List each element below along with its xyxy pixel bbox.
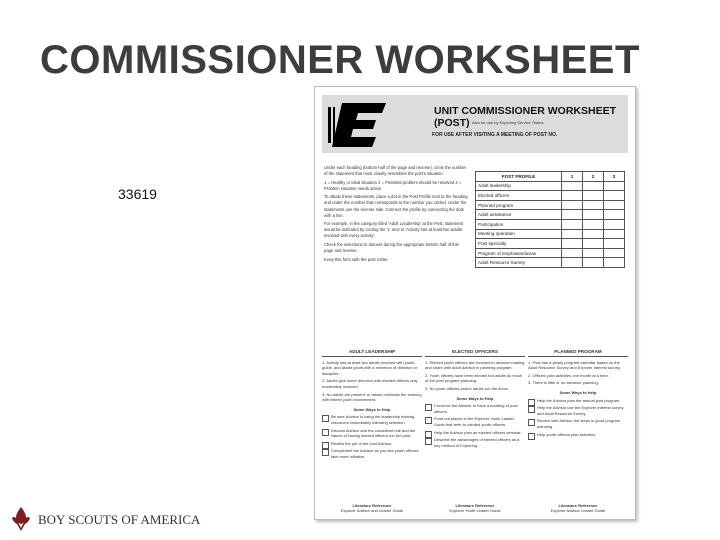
- reference-label: Literature Reference: [352, 502, 392, 508]
- bsa-emblem-icon: [10, 506, 32, 532]
- profile-cell[interactable]: [583, 229, 604, 239]
- reference-label: Literature Reference: [455, 502, 495, 508]
- profile-row: [476, 181, 625, 191]
- profile-row: [476, 200, 625, 210]
- statement: 3. There is little or no advance planning.: [528, 380, 599, 386]
- help-item: [322, 441, 422, 447]
- profile-cell[interactable]: [562, 239, 583, 249]
- profile-row-label: Post specialty: [476, 239, 562, 249]
- profile-cell[interactable]: [562, 248, 583, 258]
- worksheet-columns: [322, 349, 628, 514]
- profile-cell[interactable]: [604, 219, 625, 229]
- help-item: [425, 403, 525, 414]
- intro-text: [324, 165, 469, 265]
- reference-label: Literature Reference: [558, 502, 598, 508]
- intro-paragraph: Under each heading (bottom half of the page and reverse), circle the number of the statement that most closely resembles the post's situation.: [324, 165, 467, 177]
- help-item-text: Describe the advantages of elected officers as a key method of Exploring.: [434, 437, 520, 448]
- profile-cell[interactable]: [562, 258, 583, 268]
- statement: 1. Elected youth officers are involved in decision making and share with adult Advisor in planning program.: [425, 359, 525, 371]
- profile-row: [476, 191, 625, 201]
- worksheet-header: [322, 95, 628, 153]
- profile-row-label: Adult leadership: [476, 181, 562, 191]
- profile-row-label: Meeting operation: [476, 229, 562, 239]
- intro-paragraph: Check the selections to discuss during the appropriate bottom half of this page and reverse.: [324, 242, 459, 254]
- profile-cell[interactable]: [583, 200, 604, 210]
- profile-row-label: Participation: [476, 219, 562, 229]
- help-item: [528, 398, 628, 404]
- profile-row-label: Planned program: [476, 200, 562, 210]
- checkbox[interactable]: [425, 438, 432, 445]
- profile-cell[interactable]: [562, 200, 583, 210]
- profile-cell[interactable]: [562, 219, 583, 229]
- checkbox[interactable]: [322, 449, 329, 456]
- literature-reference: [322, 503, 422, 514]
- literature-reference: [425, 503, 525, 514]
- literature-reference: [528, 503, 628, 514]
- profile-cell[interactable]: [562, 181, 583, 191]
- profile-row: [476, 229, 625, 239]
- profile-row-label: Program of emphases/areas: [476, 248, 562, 258]
- profile-cell[interactable]: [604, 181, 625, 191]
- help-heading: Some Ways to Help: [559, 389, 597, 395]
- help-item-text: Review the job of the post Advisor.: [331, 440, 393, 446]
- help-item-text: Help the Advisor plan the annual post program.: [537, 397, 621, 403]
- profile-cell[interactable]: [562, 191, 583, 201]
- help-item-text: Be sure Advisor is using the leadership training resources immediately following selection.: [331, 414, 415, 425]
- worksheet-image: [314, 86, 636, 520]
- profile-cell[interactable]: [604, 191, 625, 201]
- profile-row: [476, 210, 625, 220]
- profile-column-header: 3: [604, 172, 625, 182]
- profile-cell[interactable]: [604, 258, 625, 268]
- help-item-text: Review with Advisor the steps in good program planning.: [537, 418, 621, 429]
- category-column: [528, 349, 628, 514]
- footer-brand: BOY SCOUTS OF AMERICA: [38, 512, 201, 527]
- profile-column-header: 2: [583, 172, 604, 182]
- help-item: [322, 448, 422, 459]
- category-column: [425, 349, 525, 514]
- help-item: [322, 428, 422, 439]
- profile-cell[interactable]: [562, 229, 583, 239]
- checkbox[interactable]: [322, 415, 329, 422]
- profile-cell[interactable]: [604, 239, 625, 249]
- explorer-e-logo-icon: [328, 101, 388, 149]
- help-item: [425, 430, 525, 436]
- id-number: 33619: [118, 186, 157, 202]
- profile-cell[interactable]: [604, 229, 625, 239]
- slide-title: COMMISSIONER WORKSHEET: [40, 38, 640, 82]
- statement: 3. No youth officers and/or adults run the show.: [425, 385, 509, 391]
- reference-value: Explorer Advisor and Leader Guide: [340, 508, 404, 514]
- statement: 2. Adults give some direction with elected officers only moderately involved.: [322, 378, 418, 389]
- profile-column-header: 1: [562, 172, 583, 182]
- profile-cell[interactable]: [583, 181, 604, 191]
- post-profile-table: [475, 171, 625, 268]
- statement: 1. Activity has at least two adults involved with youth, guide, and assist youth with a minimum of direction or discipline.: [322, 359, 418, 376]
- category-heading: PLANNED PROGRAM: [528, 349, 628, 357]
- intro-paragraph: 1 = Healthy or ideal situation 2 = Potential problem should be resolved 3 = Problem situation needs action: [324, 179, 462, 191]
- checkbox[interactable]: [322, 429, 329, 436]
- category-column: [322, 349, 422, 514]
- profile-cell[interactable]: [583, 248, 604, 258]
- intro-paragraph: For example, in the category titled 'Adult Leadership' at the Post, statement would be indicated by circling the '1' next to 'Activity has at least two adults involved with every activity'.: [324, 221, 464, 239]
- checkbox[interactable]: [425, 417, 432, 424]
- checkbox[interactable]: [425, 404, 432, 411]
- help-item-text: Point out places in the Explorer Youth Leader Guide that refer to elected youth officers.: [434, 416, 515, 427]
- help-item: [528, 418, 628, 429]
- worksheet-title: UNIT COMMISSIONER WORKSHEET (POST): [434, 105, 617, 129]
- profile-row: [476, 248, 625, 258]
- worksheet-for-line: FOR USE AFTER VISITING A MEETING OF POST NO.: [432, 132, 558, 138]
- checkbox[interactable]: [528, 406, 535, 413]
- intro-paragraph: To obtain these statements, place a dot in the Post Profile next to the heading and under the number that corresponds to the number you circled. Under the statements use the reverse side. Connect the profile by connecting the dots with a line.: [324, 194, 468, 218]
- help-item: [425, 416, 525, 427]
- profile-cell[interactable]: [583, 239, 604, 249]
- category-heading: ADULT LEADERSHIP: [322, 349, 422, 357]
- statement: 2. Officers plan activities one month at a time.: [528, 372, 609, 378]
- profile-cell[interactable]: [583, 191, 604, 201]
- help-item-text: Compliment the Advisor as you see youth officers take more initiative.: [331, 448, 419, 459]
- help-item: [528, 405, 628, 416]
- profile-cell[interactable]: [604, 210, 625, 220]
- help-item: [425, 437, 525, 448]
- help-item-text: Discuss Advisor and the consultant role and the values of having elected officers run the post.: [331, 427, 416, 439]
- profile-title: POST PROFILE: [476, 172, 562, 182]
- help-item-text: Help youth officers plan activities.: [537, 431, 597, 437]
- worksheet-subtitle: Also for use by Exploring Service Teams: [472, 120, 544, 125]
- profile-cell[interactable]: [583, 258, 604, 268]
- profile-row-label: Adult assistance: [476, 210, 562, 220]
- category-heading: ELECTED OFFICERS: [425, 349, 525, 357]
- intro-paragraph: Keep this form with the post roster.: [324, 256, 389, 262]
- profile-row-label: Adult Resource Survey: [476, 258, 562, 268]
- reference-value: Explorer Advisor Leader Guide: [550, 508, 606, 514]
- profile-row: [476, 258, 625, 268]
- statement: 1. Post has a yearly program calendar based on the Adult Resource Survey and Explorer interest survey.: [528, 359, 621, 371]
- help-item-text: Help the Advisor use the Explorer interest survey and Adult Resource Survey.: [537, 405, 624, 416]
- checkbox[interactable]: [528, 433, 535, 440]
- statement: 3. No adults are present, or adults dominate the evening with limited youth involvement.: [322, 391, 422, 403]
- profile-row-label: Elected officers: [476, 191, 562, 201]
- profile-row: [476, 219, 625, 229]
- profile-cell[interactable]: [604, 248, 625, 258]
- profile-cell[interactable]: [604, 200, 625, 210]
- profile-cell[interactable]: [562, 210, 583, 220]
- statement: 2. Youth officers have been elected but adults do much of the post program planning.: [425, 372, 523, 384]
- help-item-text: Convince the Advisor to have a meeting of post officers.: [434, 403, 518, 414]
- profile-cell[interactable]: [583, 219, 604, 229]
- help-heading: Some Ways to Help: [353, 406, 391, 412]
- help-item-text: Help the Advisor plan an elected officers seminar.: [434, 429, 522, 435]
- help-heading: Some Ways to Help: [456, 395, 494, 401]
- reference-value: Explorer Youth Leader Guide: [449, 508, 501, 514]
- profile-row: [476, 239, 625, 249]
- help-item: [528, 432, 628, 438]
- profile-cell[interactable]: [583, 210, 604, 220]
- checkbox[interactable]: [528, 419, 535, 426]
- help-item: [322, 414, 422, 425]
